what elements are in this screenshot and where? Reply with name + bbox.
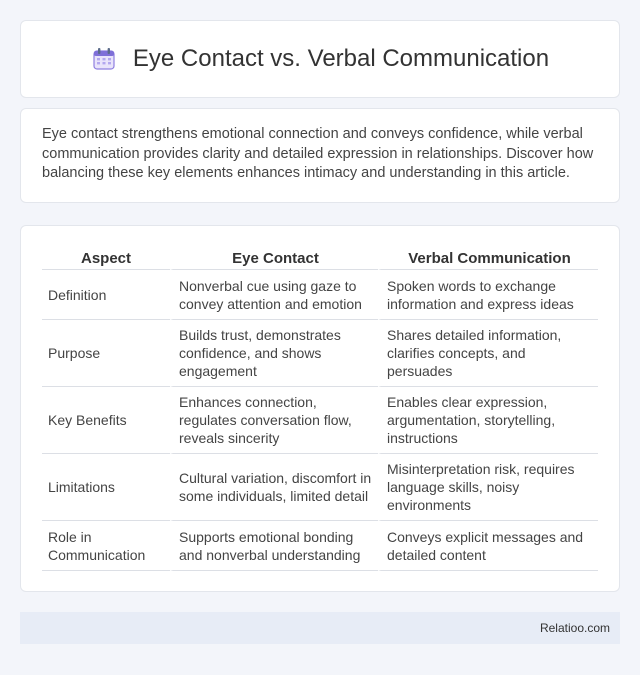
title-card: [20, 20, 620, 98]
table-row: [42, 387, 598, 454]
row-eye-contact: Cultural variation, discomfort in some individuals, limited detail: [170, 454, 378, 521]
footer-brand: Relatioo.com: [539, 621, 610, 635]
table-row: [42, 521, 598, 571]
row-verbal: Misinterpretation risk, requires language skills, noisy environments: [378, 454, 598, 521]
row-eye-contact: Builds trust, demonstrates confidence, and shows engagement: [170, 320, 378, 387]
comparison-card: [20, 225, 620, 592]
row-verbal: Conveys explicit messages and detailed content: [378, 521, 598, 571]
row-aspect: Key Benefits: [42, 387, 170, 454]
intro-card: [20, 108, 620, 203]
header-aspect: Aspect: [42, 244, 170, 270]
calendar-icon: [91, 46, 117, 72]
row-verbal: Spoken words to exchange information and express ideas: [378, 270, 598, 320]
header-eye-contact: Eye Contact: [170, 244, 378, 270]
page-title: Eye Contact vs. Verbal Communication: [132, 45, 550, 72]
row-aspect: Role in Communication: [42, 521, 170, 571]
row-eye-contact: Nonverbal cue using gaze to convey attention and emotion: [170, 270, 378, 320]
table-row: [42, 270, 598, 320]
row-aspect: Purpose: [42, 320, 170, 387]
table-header-row: [42, 244, 598, 270]
table-row: [42, 320, 598, 387]
header-verbal-communication: Verbal Communication: [378, 244, 598, 270]
row-verbal: Shares detailed information, clarifies concepts, and persuades: [378, 320, 598, 387]
row-aspect: Definition: [42, 270, 170, 320]
row-eye-contact: Enhances connection, regulates conversation flow, reveals sincerity: [170, 387, 378, 454]
table-row: [42, 454, 598, 521]
footer: [20, 612, 620, 644]
row-verbal: Enables clear expression, argumentation, storytelling, instructions: [378, 387, 598, 454]
intro-text: Eye contact strengthens emotional connection and conveys confidence, while verbal communication provides clarity and detailed expression in relationships. Discover how balancing these key elements enhances intimacy and understanding in this article.: [42, 126, 594, 181]
row-aspect: Limitations: [42, 454, 170, 521]
row-eye-contact: Supports emotional bonding and nonverbal understanding: [170, 521, 378, 571]
comparison-table: [42, 244, 598, 571]
